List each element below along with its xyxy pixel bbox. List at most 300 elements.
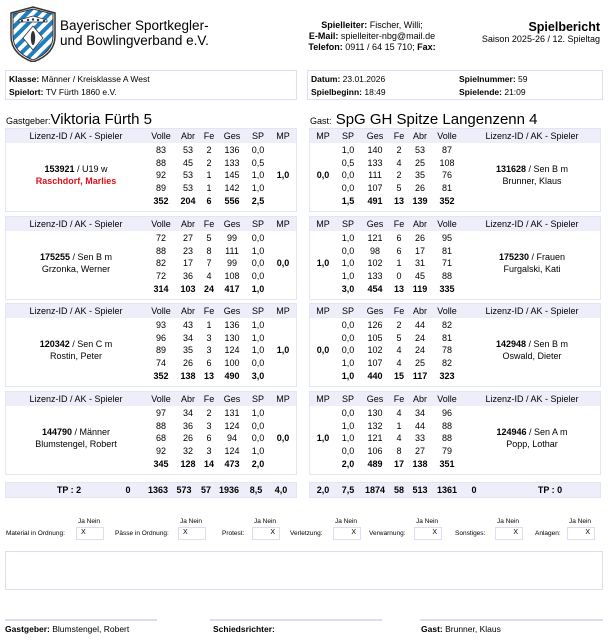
guest-cell: 107	[367, 357, 383, 368]
home-cell: 92	[155, 170, 166, 180]
home-col-header: Ges	[223, 219, 241, 229]
spielnummer-label: Spielnummer:	[459, 74, 516, 84]
home-cell: 145	[224, 170, 240, 180]
home-player-mp: 0,0	[276, 433, 290, 443]
guest-cell: 81	[441, 332, 452, 343]
check-box[interactable]: X	[495, 527, 523, 540]
home-cell: 111	[225, 245, 239, 256]
home-col-header: Volle	[151, 306, 171, 316]
guest-player-mp: 1,0	[316, 258, 330, 268]
home-cell: 53	[182, 170, 193, 180]
guest-cell: 45	[414, 270, 425, 281]
guest-cell: 4	[396, 433, 402, 443]
home-player-id: 153921	[44, 164, 75, 174]
guest-cell: 31	[414, 258, 425, 268]
home-cell: 3	[206, 332, 212, 343]
guest-cell: 140	[367, 145, 383, 155]
home-cell: 130	[224, 332, 240, 343]
guest-cell: 24	[414, 332, 425, 343]
guest-cell: 76	[441, 170, 452, 180]
match-class-box	[5, 70, 297, 100]
org-line-1: Bayerischer Sportkegler-	[60, 18, 209, 33]
home-player-ak: / Sen C m	[69, 339, 113, 349]
home-total-cell: 314	[153, 284, 169, 294]
guest-col-header: Ges	[366, 306, 384, 316]
guest-cell: 121	[367, 233, 383, 243]
home-col-header: MP	[276, 394, 290, 404]
guest-cell: 0,0	[341, 408, 355, 418]
contact-info	[272, 20, 472, 53]
guest-total-cell: 119	[412, 284, 428, 294]
home-total-cell: 345	[153, 459, 169, 469]
ja-nein-header: Ja Nein	[416, 518, 439, 525]
guest-team-label: Gast:	[310, 116, 332, 126]
guest-col-header: Lizenz-ID / AK - Spieler	[485, 131, 579, 141]
guest-col-header: Volle	[437, 131, 457, 141]
guest-cell: 25	[414, 157, 425, 168]
home-tp: TP : 2	[56, 485, 82, 495]
home-cell: 1,0	[251, 182, 265, 193]
guest-cell: 4	[396, 408, 402, 418]
home-cell: 35	[182, 345, 193, 355]
guest-cell: 44	[414, 320, 425, 330]
guest-team-name: SpG GH Spitze Langenzenn 4	[335, 111, 538, 128]
home-cell: 32	[182, 445, 193, 456]
guest-col-header: MP	[316, 131, 330, 141]
guest-total-cell: 2,0	[341, 459, 355, 469]
home-player-id-line	[6, 163, 146, 175]
home-col-header: Ges	[223, 131, 241, 141]
telefon-label: Telefon:	[308, 42, 343, 52]
home-total-ges: 1936	[218, 485, 240, 495]
home-col-header: Lizenz-ID / AK - Spieler	[29, 394, 123, 404]
home-col-header: MP	[276, 306, 290, 316]
home-col-header: Abr	[180, 306, 195, 316]
guest-cell: 34	[414, 408, 425, 418]
guest-cell: 98	[369, 245, 380, 256]
home-col-header: MP	[276, 131, 290, 141]
guest-player-name: Popp, Lothar	[506, 439, 558, 449]
guest-cell: 0	[396, 270, 402, 281]
home-cell: 142	[224, 182, 240, 193]
home-cell: 136	[224, 145, 240, 155]
guest-player-id: 175230	[498, 252, 529, 262]
guest-player-id-line	[462, 338, 602, 350]
guest-col-header: Abr	[412, 219, 427, 229]
home-cell: 5	[206, 233, 212, 243]
ja-nein-header: Ja Nein	[180, 518, 203, 525]
guest-cell: 27	[414, 445, 425, 456]
home-cell: 1,0	[251, 245, 265, 256]
guest-total-cell: 489	[367, 459, 383, 469]
guest-tp: TP : 0	[537, 485, 563, 495]
guest-cell: 6	[396, 233, 402, 243]
home-col-header: Ges	[223, 306, 241, 316]
check-label: Anlagen:	[535, 530, 561, 537]
email-value[interactable]: spielleiter-nbg@mail.de	[338, 31, 436, 41]
home-total-cell: 556	[224, 196, 240, 206]
guest-cell: 2	[396, 145, 402, 155]
home-cell: 93	[155, 320, 166, 330]
guest-total-cell: 1,0	[341, 371, 355, 381]
guest-total-cell: 454	[367, 284, 383, 294]
home-cell: 3	[206, 445, 212, 456]
guest-cell: 6	[396, 245, 402, 256]
home-total-cell: 352	[153, 371, 169, 381]
home-player-mp: 1,0	[276, 170, 290, 180]
home-total-cell: 204	[180, 196, 196, 206]
guest-cell: 71	[441, 258, 452, 268]
guest-cell: 133	[367, 157, 383, 168]
home-cell: 97	[155, 408, 166, 418]
home-player-block	[5, 391, 297, 475]
guest-cell: 126	[367, 320, 383, 330]
guest-total-cell: 335	[439, 284, 455, 294]
guest-player-mp: 0,0	[316, 170, 330, 180]
guest-col-header: SP	[341, 306, 354, 316]
home-cell: 88	[155, 420, 166, 431]
guest-cell: 96	[441, 408, 452, 418]
home-total-cell: 1,0	[251, 284, 265, 294]
check-box[interactable]: X	[567, 527, 595, 540]
check-box[interactable]: X	[178, 527, 206, 540]
home-cell: 1	[206, 170, 212, 180]
guest-col-header: SP	[341, 131, 354, 141]
guest-signature-line[interactable]	[420, 619, 603, 621]
guest-cell: 0,0	[341, 245, 355, 256]
home-cell: 89	[155, 345, 166, 355]
home-cell: 0,0	[251, 357, 265, 368]
home-total-cell: 2,0	[251, 459, 265, 469]
home-cell: 0,0	[251, 433, 265, 443]
home-team-name: Viktoria Fürth 5	[50, 111, 152, 128]
guest-total-cell: 138	[412, 459, 428, 469]
guest-col-header: Lizenz-ID / AK - Spieler	[485, 394, 579, 404]
home-cell: 6	[206, 433, 212, 443]
guest-player-block	[309, 216, 601, 300]
home-total-cell: 2,5	[251, 196, 265, 206]
home-total-abr: 573	[176, 485, 192, 495]
home-cell: 92	[155, 445, 166, 456]
guest-cell: 78	[441, 345, 452, 355]
home-total-cell: 352	[153, 196, 169, 206]
home-cell: 0,5	[251, 157, 265, 168]
spielort-label: Spielort:	[9, 87, 44, 97]
home-player-name: Blumstengel, Robert	[35, 439, 117, 449]
check-box[interactable]: X	[252, 527, 280, 540]
guest-cell: 121	[367, 433, 383, 443]
home-player-name: Grzonka, Werner	[41, 264, 111, 274]
home-cell: 2	[206, 145, 212, 155]
home-total-cell: 138	[180, 371, 196, 381]
home-total-cell: 3,0	[251, 371, 265, 381]
guest-col-header: Ges	[366, 394, 384, 404]
home-cell: 99	[226, 258, 237, 268]
guest-col-header: MP	[316, 306, 330, 316]
guest-total-cell: 1,5	[341, 196, 355, 206]
report-subtitle: Saison 2025-26 / 12. Spieltag	[481, 34, 600, 44]
home-player-mp: 1,0	[276, 345, 290, 355]
spielleiter-label: Spielleiter:	[321, 20, 368, 30]
guest-cell: 4	[396, 345, 402, 355]
guest-cell: 35	[414, 170, 425, 180]
spielende-label: Spielende:	[459, 87, 502, 97]
home-cell: 1,0	[251, 445, 265, 456]
guest-total-cell: 491	[367, 196, 383, 206]
home-cell: 96	[155, 332, 166, 343]
guest-total-zero: 0	[471, 485, 477, 495]
guest-cell: 2	[396, 170, 402, 180]
home-cell: 0,0	[251, 420, 265, 431]
home-cell: 100	[224, 357, 240, 368]
guest-col-header: Volle	[437, 306, 457, 316]
guest-cell: 95	[441, 233, 452, 243]
guest-cell: 1,0	[341, 233, 355, 243]
guest-total-sp: 7,5	[341, 485, 355, 495]
guest-col-header: Abr	[412, 131, 427, 141]
guest-col-header: Abr	[412, 394, 427, 404]
guest-col-header: Fe	[393, 131, 405, 141]
guest-cell: 82	[441, 357, 452, 368]
guest-cell: 1,0	[341, 357, 355, 368]
guest-player-name: Brunner, Klaus	[502, 176, 562, 186]
home-player-id: 175255	[39, 252, 70, 262]
home-col-header: SP	[251, 219, 264, 229]
guest-totals-row	[309, 482, 601, 498]
guest-player-id: 124946	[496, 427, 527, 437]
home-col-header: Volle	[151, 394, 171, 404]
home-col-header: Abr	[180, 394, 195, 404]
home-col-header: Lizenz-ID / AK - Spieler	[29, 131, 123, 141]
home-total-cell: 6	[206, 196, 212, 206]
guest-signature-value: Brunner, Klaus	[442, 624, 501, 634]
check-label: Pässe in Ordnung:	[115, 530, 169, 537]
guest-col-header: Abr	[412, 306, 427, 316]
match-time-box	[307, 70, 603, 100]
home-cell: 99	[226, 233, 237, 243]
check-box[interactable]: X	[414, 527, 442, 540]
spielleiter-value: Fischer, Willi;	[367, 20, 423, 30]
guest-cell: 1	[396, 420, 402, 431]
guest-total-fe: 58	[393, 485, 404, 495]
guest-player-ak: / Sen B m	[526, 164, 569, 174]
home-cell: 23	[182, 245, 193, 256]
home-cell: 36	[182, 420, 193, 431]
home-cell: 1,0	[251, 320, 265, 330]
guest-cell: 5	[396, 182, 402, 193]
bskv-logo	[9, 6, 57, 62]
home-total-cell: 13	[203, 371, 214, 381]
home-total-cell: 473	[224, 459, 240, 469]
guest-cell: 1,0	[341, 258, 355, 268]
guest-cell: 44	[414, 420, 425, 431]
guest-col-header: SP	[341, 394, 354, 404]
referee-signature	[213, 624, 275, 634]
guest-total-cell: 117	[412, 371, 428, 381]
guest-cell: 1	[396, 258, 402, 268]
email-label: E-Mail:	[308, 31, 339, 41]
guest-cell: 4	[396, 357, 402, 368]
guest-total-cell: 351	[439, 459, 455, 469]
guest-cell: 53	[414, 145, 425, 155]
ja-nein-header: Ja Nein	[335, 518, 358, 525]
guest-total-cell: 139	[412, 196, 428, 206]
organization-name	[60, 18, 209, 48]
home-cell: 0,0	[251, 233, 265, 243]
guest-col-header: MP	[316, 219, 330, 229]
check-label: Sonstiges:	[455, 530, 486, 537]
check-label: Verwarnung:	[369, 530, 406, 537]
guest-total-ges: 1874	[364, 485, 386, 495]
home-cell: 124	[224, 345, 240, 355]
home-cell: 83	[155, 145, 166, 155]
home-cell: 131	[224, 408, 240, 418]
home-total-zero: 0	[125, 485, 131, 495]
guest-player-id: 131628	[495, 164, 526, 174]
home-col-header: Lizenz-ID / AK - Spieler	[29, 306, 123, 316]
referee-signature-line[interactable]	[210, 619, 382, 621]
check-box[interactable]: X	[333, 527, 361, 540]
referee-signature-label: Schiedsrichter:	[213, 624, 275, 634]
guest-cell: 0,0	[341, 332, 355, 343]
guest-player-ak: / Sen A m	[526, 427, 568, 437]
home-cell: 53	[182, 182, 193, 193]
home-signature-line[interactable]	[5, 619, 157, 621]
report-title: Spielbericht	[528, 20, 600, 34]
guest-cell: 26	[414, 182, 425, 193]
home-col-header: SP	[251, 131, 264, 141]
home-player-ak: / Sen B m	[70, 252, 113, 262]
guest-col-header: Volle	[437, 394, 457, 404]
home-cell: 1,0	[251, 170, 265, 180]
home-total-fe: 57	[200, 485, 211, 495]
guest-player-id-line	[462, 163, 602, 175]
guest-cell: 0,0	[341, 320, 355, 330]
guest-cell: 102	[367, 258, 383, 268]
guest-total-volle: 1361	[436, 485, 458, 495]
guest-cell: 88	[441, 420, 452, 431]
fax-label: Fax:	[417, 42, 436, 52]
guest-col-header: Fe	[393, 306, 405, 316]
home-total-cell: 417	[224, 284, 240, 294]
guest-player-id: 142948	[495, 339, 526, 349]
home-player-id: 144790	[41, 427, 72, 437]
home-cell: 6	[206, 357, 212, 368]
guest-total-cell: 15	[393, 371, 404, 381]
check-label: Verletzung:	[290, 530, 323, 537]
home-total-mp: 4,0	[274, 485, 288, 495]
home-col-header: Lizenz-ID / AK - Spieler	[29, 219, 123, 229]
guest-cell: 0,5	[341, 157, 355, 168]
guest-total-mp: 2,0	[316, 485, 330, 495]
guest-cell: 1,0	[341, 145, 355, 155]
report-title-block	[482, 20, 600, 45]
guest-total-cell: 323	[439, 371, 455, 381]
guest-cell: 82	[441, 320, 452, 330]
guest-cell: 17	[414, 245, 425, 256]
home-total-sp: 8,5	[249, 485, 263, 495]
home-cell: 17	[182, 258, 193, 268]
home-col-header: MP	[276, 219, 290, 229]
home-team-label: Gastgeber:	[6, 116, 51, 126]
home-col-header: Abr	[180, 219, 195, 229]
ja-nein-header: Ja Nein	[497, 518, 520, 525]
guest-cell: 108	[439, 157, 455, 168]
home-cell: 27	[182, 233, 193, 243]
home-cell: 34	[182, 408, 193, 418]
guest-cell: 81	[441, 245, 452, 256]
guest-player-block	[309, 128, 601, 212]
notes-field[interactable]	[5, 551, 603, 590]
spielbeginn-label: Spielbeginn:	[311, 87, 362, 97]
home-cell: 74	[155, 357, 166, 368]
home-cell: 1,0	[251, 408, 265, 418]
guest-cell: 26	[414, 233, 425, 243]
guest-total-cell: 440	[367, 371, 383, 381]
home-cell: 108	[224, 270, 240, 281]
home-total-cell: 24	[203, 284, 214, 294]
guest-player-ak: / Frauen	[529, 252, 566, 262]
home-cell: 124	[224, 445, 240, 456]
home-cell: 43	[182, 320, 193, 330]
home-cell: 3	[206, 420, 212, 431]
home-player-block	[5, 128, 297, 212]
home-cell: 45	[182, 157, 193, 168]
check-box[interactable]: X	[76, 527, 104, 540]
guest-cell: 132	[367, 420, 383, 431]
guest-total-cell: 17	[393, 459, 404, 469]
spielnummer-value: 59	[515, 74, 528, 84]
home-cell: 34	[182, 332, 193, 343]
bavarian-shield-icon	[9, 6, 57, 62]
home-signature	[5, 624, 129, 634]
guest-player-mp: 1,0	[316, 433, 330, 443]
home-cell: 124	[224, 420, 240, 431]
home-cell: 36	[182, 270, 193, 281]
home-cell: 94	[226, 433, 237, 443]
home-col-header: Volle	[151, 219, 171, 229]
home-player-id-line	[6, 426, 146, 438]
home-cell: 0,0	[251, 145, 265, 155]
guest-col-header: Fe	[393, 219, 405, 229]
guest-cell: 1,0	[341, 433, 355, 443]
klasse-value: Männer / Kreisklasse A West	[39, 74, 150, 84]
home-player-block	[5, 303, 297, 387]
home-cell: 53	[182, 145, 193, 155]
home-total-cell: 128	[180, 459, 196, 469]
home-cell: 26	[182, 357, 193, 368]
guest-total-cell: 352	[439, 196, 455, 206]
home-col-header: Fe	[203, 306, 215, 316]
home-player-id-line	[6, 251, 146, 263]
home-total-volle: 1363	[147, 485, 169, 495]
home-col-header: SP	[251, 306, 264, 316]
home-col-header: Fe	[203, 131, 215, 141]
guest-cell: 4	[396, 157, 402, 168]
guest-cell: 5	[396, 332, 402, 343]
home-player-ak: / Männer	[72, 427, 111, 437]
guest-player-mp: 0,0	[316, 345, 330, 355]
ja-nein-header: Ja Nein	[78, 518, 101, 525]
home-col-header: Fe	[203, 394, 215, 404]
guest-total-abr: 513	[412, 485, 428, 495]
guest-cell: 0,0	[341, 170, 355, 180]
home-total-cell: 14	[203, 459, 214, 469]
home-cell: 88	[155, 245, 166, 256]
guest-signature-label: Gast:	[421, 624, 443, 634]
guest-cell: 87	[441, 145, 452, 155]
guest-cell: 0,0	[341, 345, 355, 355]
